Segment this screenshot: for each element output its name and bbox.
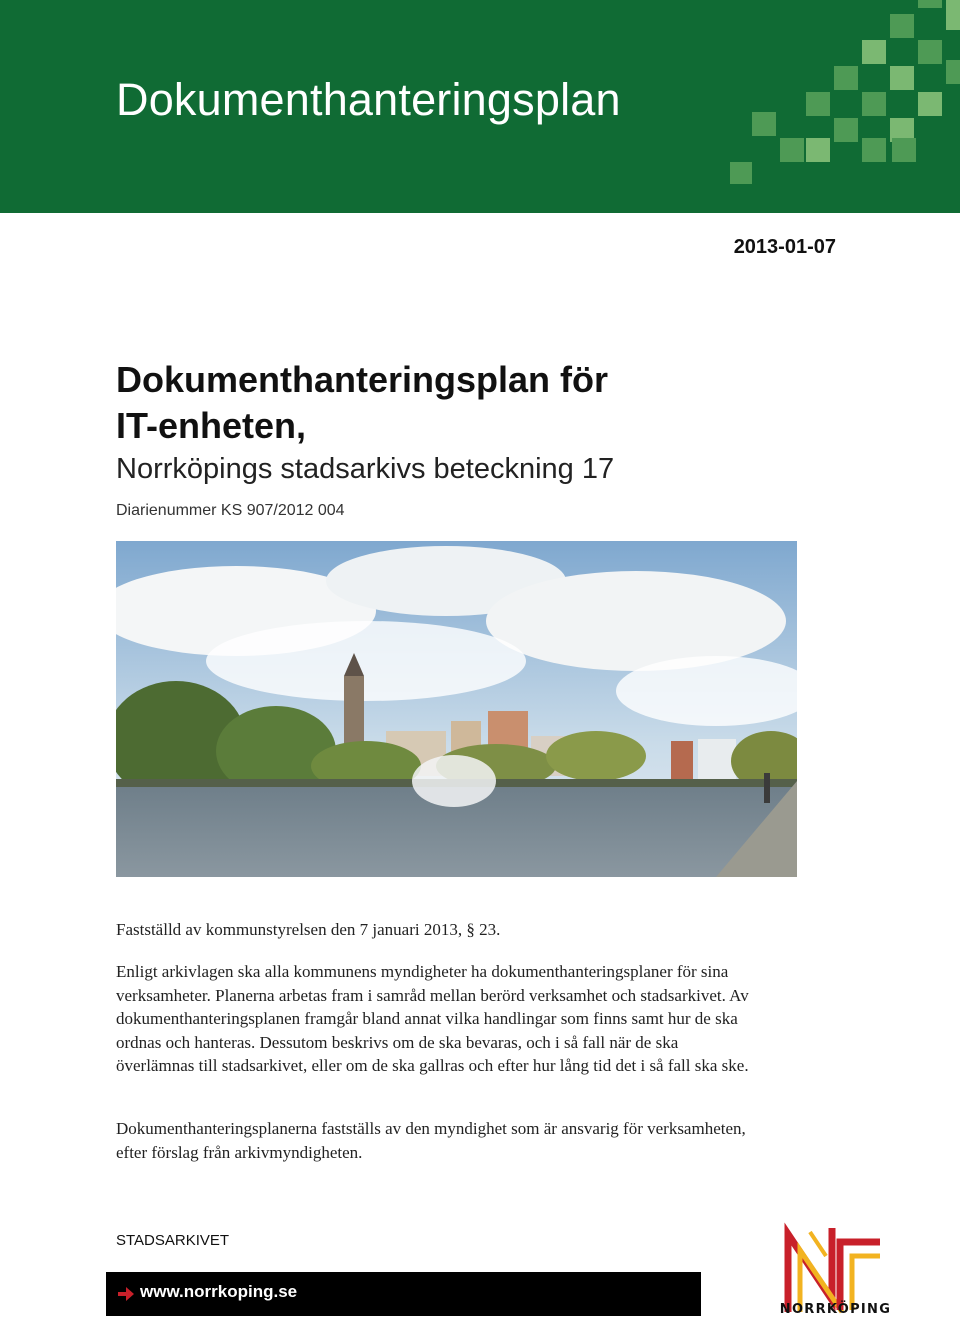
- decor-square: [862, 138, 886, 162]
- decor-square: [806, 138, 830, 162]
- logo-text: NORRKÖPING: [779, 1302, 892, 1317]
- decor-square: [918, 40, 942, 64]
- website-link[interactable]: www.norrkoping.se: [140, 1282, 298, 1301]
- banner-title: Dokumenthanteringsplan: [116, 74, 621, 125]
- established-text: Fastställd av kommunstyrelsen den 7 januari 2013, § 23.: [116, 920, 501, 939]
- decor-square: [892, 138, 916, 162]
- header-banner: [0, 0, 960, 213]
- arrow-right-icon: [116, 1284, 136, 1304]
- decor-square: [862, 40, 886, 64]
- decor-square: [890, 14, 914, 38]
- paragraph-1: Enligt arkivlagen ska alla kommunens myndigheter ha dokumenthanteringsplaner för sina verksamheter. Planerna arbetas fram i samråd mellan berörd verksamhet och stadsarkivet. Av dokumenthanteringsplanen framgår bland annat vilka handlingar som finns samt hur de ska ordnas och hanteras. Dessutom beskrivs om de ska bevaras, och i så fall när de ska överlämnas till stadsarkivet, eller om de ska gallras och efter hur lång tid det i så fall ska ske.: [116, 962, 749, 1075]
- decor-square: [730, 162, 752, 184]
- title-line-2: IT-enheten,: [116, 405, 307, 446]
- decor-square: [752, 112, 776, 136]
- decor-square: [780, 138, 804, 162]
- decor-square: [862, 92, 886, 116]
- title-line-1: Dokumenthanteringsplan för: [116, 359, 609, 400]
- decor-square: [834, 66, 858, 90]
- decor-square: [834, 118, 858, 142]
- paragraph-2: Dokumenthanteringsplanerna fastställs av den myndighet som är ansvarig för verksamheten, efter förslag från arkivmyndigheten.: [116, 1119, 746, 1162]
- decor-square: [918, 92, 942, 116]
- document-title: [116, 357, 608, 449]
- decor-square: [806, 92, 830, 116]
- decor-square: [918, 0, 942, 8]
- document-subtitle: Norrköpings stadsarkivs beteckning 17: [116, 453, 615, 485]
- document-date: 2013-01-07: [733, 236, 836, 258]
- decor-square: [946, 0, 960, 30]
- department-label: STADSARKIVET: [116, 1232, 230, 1249]
- decor-square: [946, 60, 960, 84]
- footer-bar: [106, 1272, 701, 1316]
- diarie-number: Diarienummer KS 907/2012 004: [116, 502, 345, 519]
- decor-square: [890, 66, 914, 90]
- city-river-photo: [116, 541, 797, 877]
